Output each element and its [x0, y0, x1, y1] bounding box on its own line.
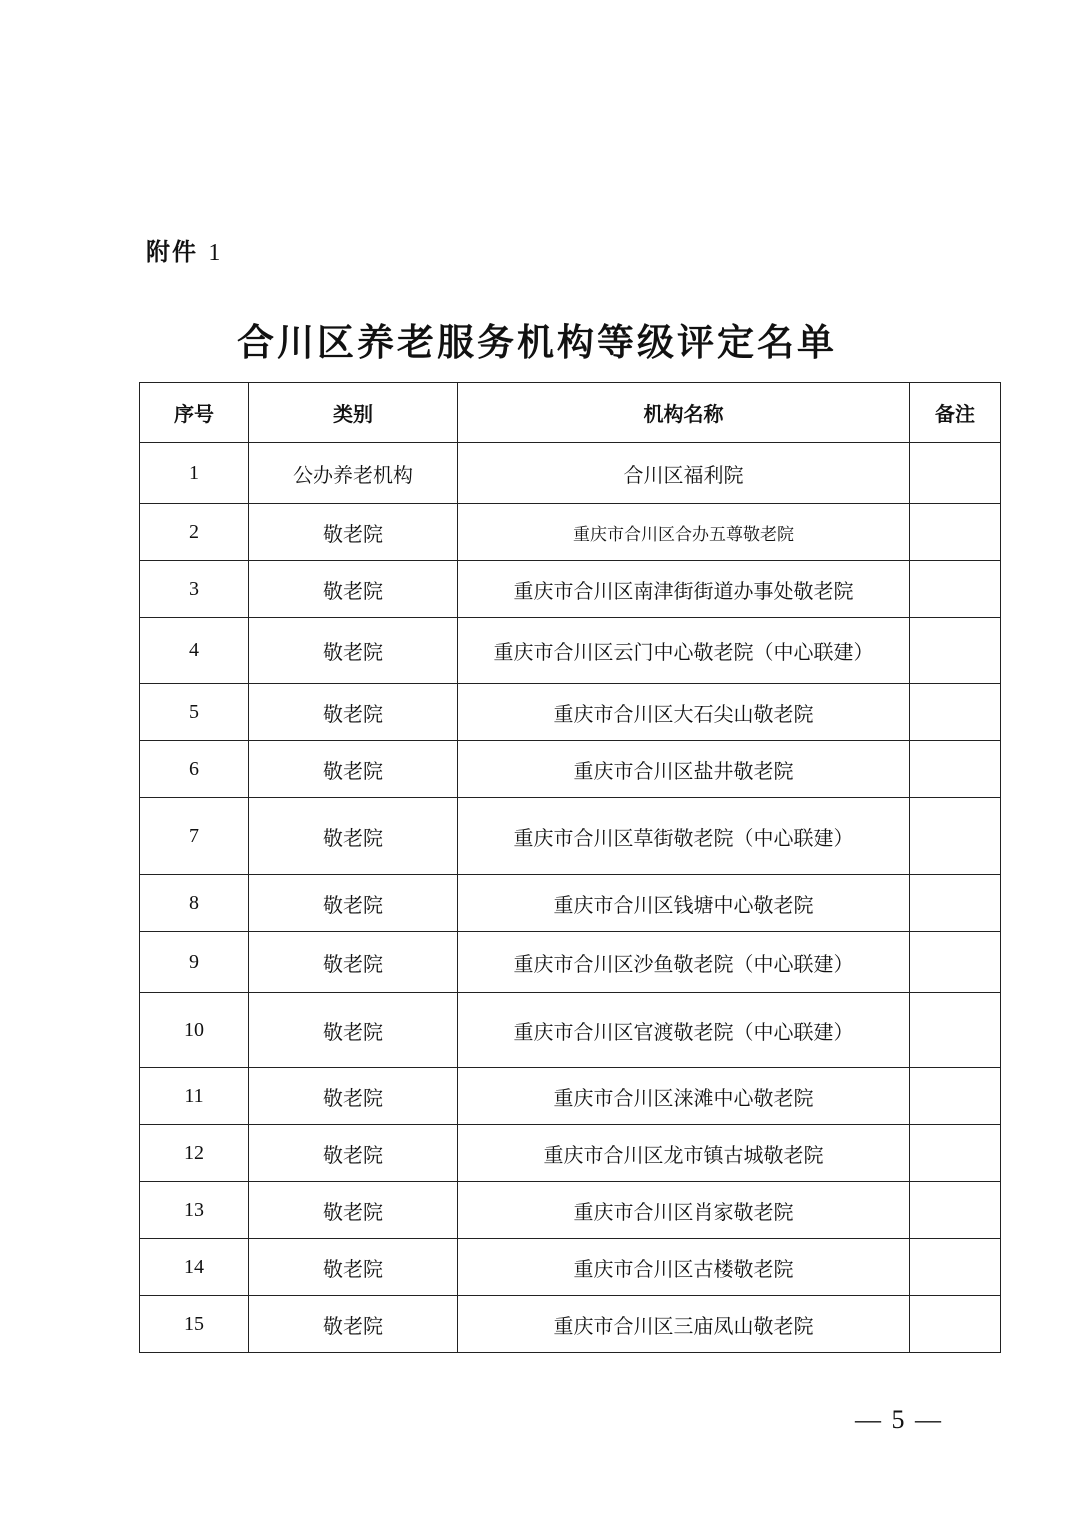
cell-note — [910, 875, 1001, 932]
cell-category: 敬老院 — [249, 684, 458, 741]
table-row — [140, 618, 1001, 684]
cell-serial: 13 — [140, 1182, 249, 1239]
cell-institution-name: 重庆市合川区草街敬老院（中心联建） — [458, 798, 910, 875]
cell-note — [910, 561, 1001, 618]
cell-serial: 5 — [140, 684, 249, 741]
table-header-row — [140, 383, 1001, 443]
attachment-number: 1 — [208, 240, 223, 266]
cell-note — [910, 1239, 1001, 1296]
cell-institution-name: 重庆市合川区涞滩中心敬老院 — [458, 1068, 910, 1125]
cell-category: 敬老院 — [249, 1239, 458, 1296]
cell-serial: 1 — [140, 443, 249, 504]
cell-institution-name: 重庆市合川区龙市镇古城敬老院 — [458, 1125, 910, 1182]
cell-institution-name: 重庆市合川区肖家敬老院 — [458, 1182, 910, 1239]
attachment-text: 附件 — [146, 238, 198, 266]
cell-serial: 15 — [140, 1296, 249, 1353]
table-row — [140, 684, 1001, 741]
cell-note — [910, 1068, 1001, 1125]
cell-note — [910, 798, 1001, 875]
table-row — [140, 443, 1001, 504]
header-note: 备注 — [910, 383, 1001, 443]
table-row — [140, 875, 1001, 932]
cell-serial: 10 — [140, 993, 249, 1068]
cell-note — [910, 1182, 1001, 1239]
cell-institution-name: 重庆市合川区钱塘中心敬老院 — [458, 875, 910, 932]
cell-category: 敬老院 — [249, 1296, 458, 1353]
cell-category: 敬老院 — [249, 504, 458, 561]
cell-note — [910, 618, 1001, 684]
cell-note — [910, 443, 1001, 504]
attachment-label — [146, 232, 222, 267]
cell-category: 敬老院 — [249, 875, 458, 932]
page-title: 合川区养老服务机构等级评定名单 — [237, 321, 837, 364]
cell-serial: 4 — [140, 618, 249, 684]
cell-institution-name: 重庆市合川区官渡敬老院（中心联建） — [458, 993, 910, 1068]
cell-category: 敬老院 — [249, 1125, 458, 1182]
cell-category: 敬老院 — [249, 932, 458, 993]
cell-institution-name: 重庆市合川区三庙凤山敬老院 — [458, 1296, 910, 1353]
cell-institution-name: 重庆市合川区盐井敬老院 — [458, 741, 910, 798]
table-row — [140, 932, 1001, 993]
cell-serial: 8 — [140, 875, 249, 932]
table-row — [140, 993, 1001, 1068]
cell-note — [910, 1125, 1001, 1182]
cell-note — [910, 684, 1001, 741]
cell-institution-name: 重庆市合川区合办五尊敬老院 — [458, 504, 910, 561]
cell-serial: 6 — [140, 741, 249, 798]
table-row — [140, 504, 1001, 561]
cell-institution-name: 合川区福利院 — [458, 443, 910, 504]
cell-institution-name: 重庆市合川区古楼敬老院 — [458, 1239, 910, 1296]
cell-category: 敬老院 — [249, 798, 458, 875]
cell-category: 敬老院 — [249, 561, 458, 618]
cell-institution-name: 重庆市合川区南津街街道办事处敬老院 — [458, 561, 910, 618]
cell-category: 敬老院 — [249, 1182, 458, 1239]
table-row — [140, 1182, 1001, 1239]
cell-institution-name: 重庆市合川区沙鱼敬老院（中心联建） — [458, 932, 910, 993]
cell-note — [910, 504, 1001, 561]
header-category: 类别 — [249, 383, 458, 443]
cell-serial: 11 — [140, 1068, 249, 1125]
cell-note — [910, 1296, 1001, 1353]
cell-serial: 3 — [140, 561, 249, 618]
header-name: 机构名称 — [458, 383, 910, 443]
cell-category: 敬老院 — [249, 1068, 458, 1125]
cell-serial: 12 — [140, 1125, 249, 1182]
cell-serial: 9 — [140, 932, 249, 993]
cell-note — [910, 932, 1001, 993]
cell-institution-name: 重庆市合川区大石尖山敬老院 — [458, 684, 910, 741]
cell-serial: 14 — [140, 1239, 249, 1296]
table-row — [140, 1125, 1001, 1182]
header-serial: 序号 — [140, 383, 249, 443]
table-row — [140, 1239, 1001, 1296]
cell-category: 公办养老机构 — [249, 443, 458, 504]
institution-table — [139, 382, 1001, 1353]
table-row — [140, 1296, 1001, 1353]
cell-serial: 7 — [140, 798, 249, 875]
table-row — [140, 561, 1001, 618]
cell-category: 敬老院 — [249, 618, 458, 684]
cell-category: 敬老院 — [249, 993, 458, 1068]
table-row — [140, 1068, 1001, 1125]
cell-serial: 2 — [140, 504, 249, 561]
cell-note — [910, 741, 1001, 798]
table-row — [140, 741, 1001, 798]
cell-institution-name: 重庆市合川区云门中心敬老院（中心联建） — [458, 618, 910, 684]
cell-note — [910, 993, 1001, 1068]
table-row — [140, 798, 1001, 875]
cell-category: 敬老院 — [249, 741, 458, 798]
page-number: — 5 — — [855, 1405, 943, 1434]
